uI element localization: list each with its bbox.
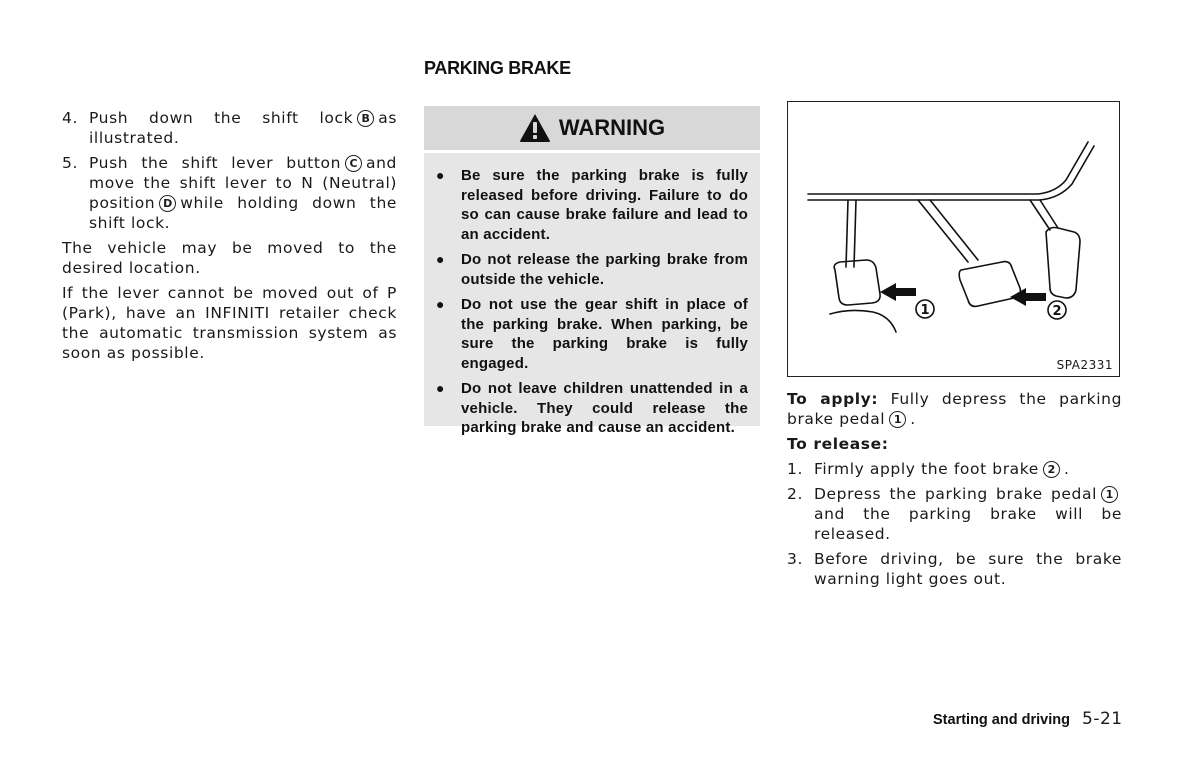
step-text (89, 108, 397, 148)
left-column (62, 108, 397, 368)
callout-marker: 2 (1043, 461, 1060, 478)
footer-section-label: Starting and driving (933, 712, 1070, 728)
list-item (436, 379, 748, 438)
warning-header (424, 106, 760, 153)
bullet-icon: ● (436, 251, 445, 267)
paragraph: The vehicle may be moved to the desired location. (62, 239, 397, 277)
callout-marker: D (159, 195, 176, 212)
step-text-part: Depress the parking brake pedal (814, 485, 1097, 503)
callout-marker: B (357, 110, 374, 127)
step-text: Before driving, be sure the brake warning light goes out. (814, 550, 1122, 588)
list-item (436, 295, 748, 373)
page-number: 5-21 (1082, 709, 1123, 729)
section-title: PARKING BRAKE (424, 58, 571, 78)
step-text-part: and the parking brake will be released. (814, 505, 1122, 543)
step-number: 3. (787, 550, 803, 568)
paragraph: If the lever cannot be moved out of P (Park), have an INFINITI retailer check the automatic transmission system as soon as possible. (62, 284, 397, 362)
pedal-diagram (788, 102, 1118, 352)
list-item (436, 250, 748, 289)
step-number: 1. (787, 460, 803, 478)
warning-triangle-icon (519, 113, 551, 143)
list-item (787, 484, 1122, 544)
step-number: 4. (62, 109, 78, 127)
apply-label: To apply: (787, 390, 879, 408)
bullet-icon: ● (436, 296, 445, 312)
warning-item-text: Do not release the parking brake from outside the vehicle. (461, 251, 748, 288)
warning-title: WARNING (558, 115, 666, 140)
step-text-part: Push down the shift lock (89, 109, 354, 127)
list-item (62, 153, 397, 233)
right-column (787, 389, 1122, 594)
warning-item-text: Do not use the gear shift in place of the parking brake. When parking, be sure the parking brake is fully engaged. (461, 296, 748, 372)
step-text-part: as illustrated. (89, 109, 397, 147)
figure-code: SPA2331 (1056, 358, 1113, 372)
step-text-part: and move the shift lever to N (Neutral) position (89, 154, 397, 212)
step-text (814, 484, 1122, 544)
list-item (62, 108, 397, 148)
callout-label: 1 (920, 303, 930, 318)
list-item (787, 459, 1122, 479)
warning-box (424, 106, 760, 436)
bullet-icon: ● (436, 380, 445, 396)
step-text-part: Firmly apply the foot brake (814, 460, 1039, 478)
apply-paragraph: To apply: Fully depress the parking brake pedal 1 . (787, 390, 1123, 428)
warning-list (436, 166, 748, 444)
apply-text: Fully depress the parking brake pedal (787, 390, 1123, 428)
step-text-part: . (1063, 460, 1070, 478)
step-number: 5. (62, 154, 78, 172)
warning-item-text: Do not leave children unattended in a vehicle. They could release the parking brake and cause an accident. (461, 380, 748, 436)
list-item (436, 166, 748, 244)
pedal-illustration (787, 101, 1120, 377)
callout-marker: C (345, 155, 362, 172)
step-text-part: Push the shift lever button (89, 154, 342, 172)
callout-marker: 1 (1101, 486, 1118, 503)
release-heading (787, 434, 1122, 454)
step-number: 2. (787, 485, 803, 503)
callout-label: 2 (1052, 304, 1062, 319)
callout-marker: 1 (889, 411, 906, 428)
step-text-part: while holding down the shift lock. (89, 194, 397, 232)
step-text (89, 153, 397, 233)
bullet-icon: ● (436, 167, 445, 183)
step-text (814, 459, 1122, 479)
release-label: To release: (787, 435, 889, 453)
list-item (787, 549, 1122, 589)
warning-item-text: Be sure the parking brake is fully released before driving. Failure to do so can cause brake failure and lead to an accident. (461, 167, 748, 243)
